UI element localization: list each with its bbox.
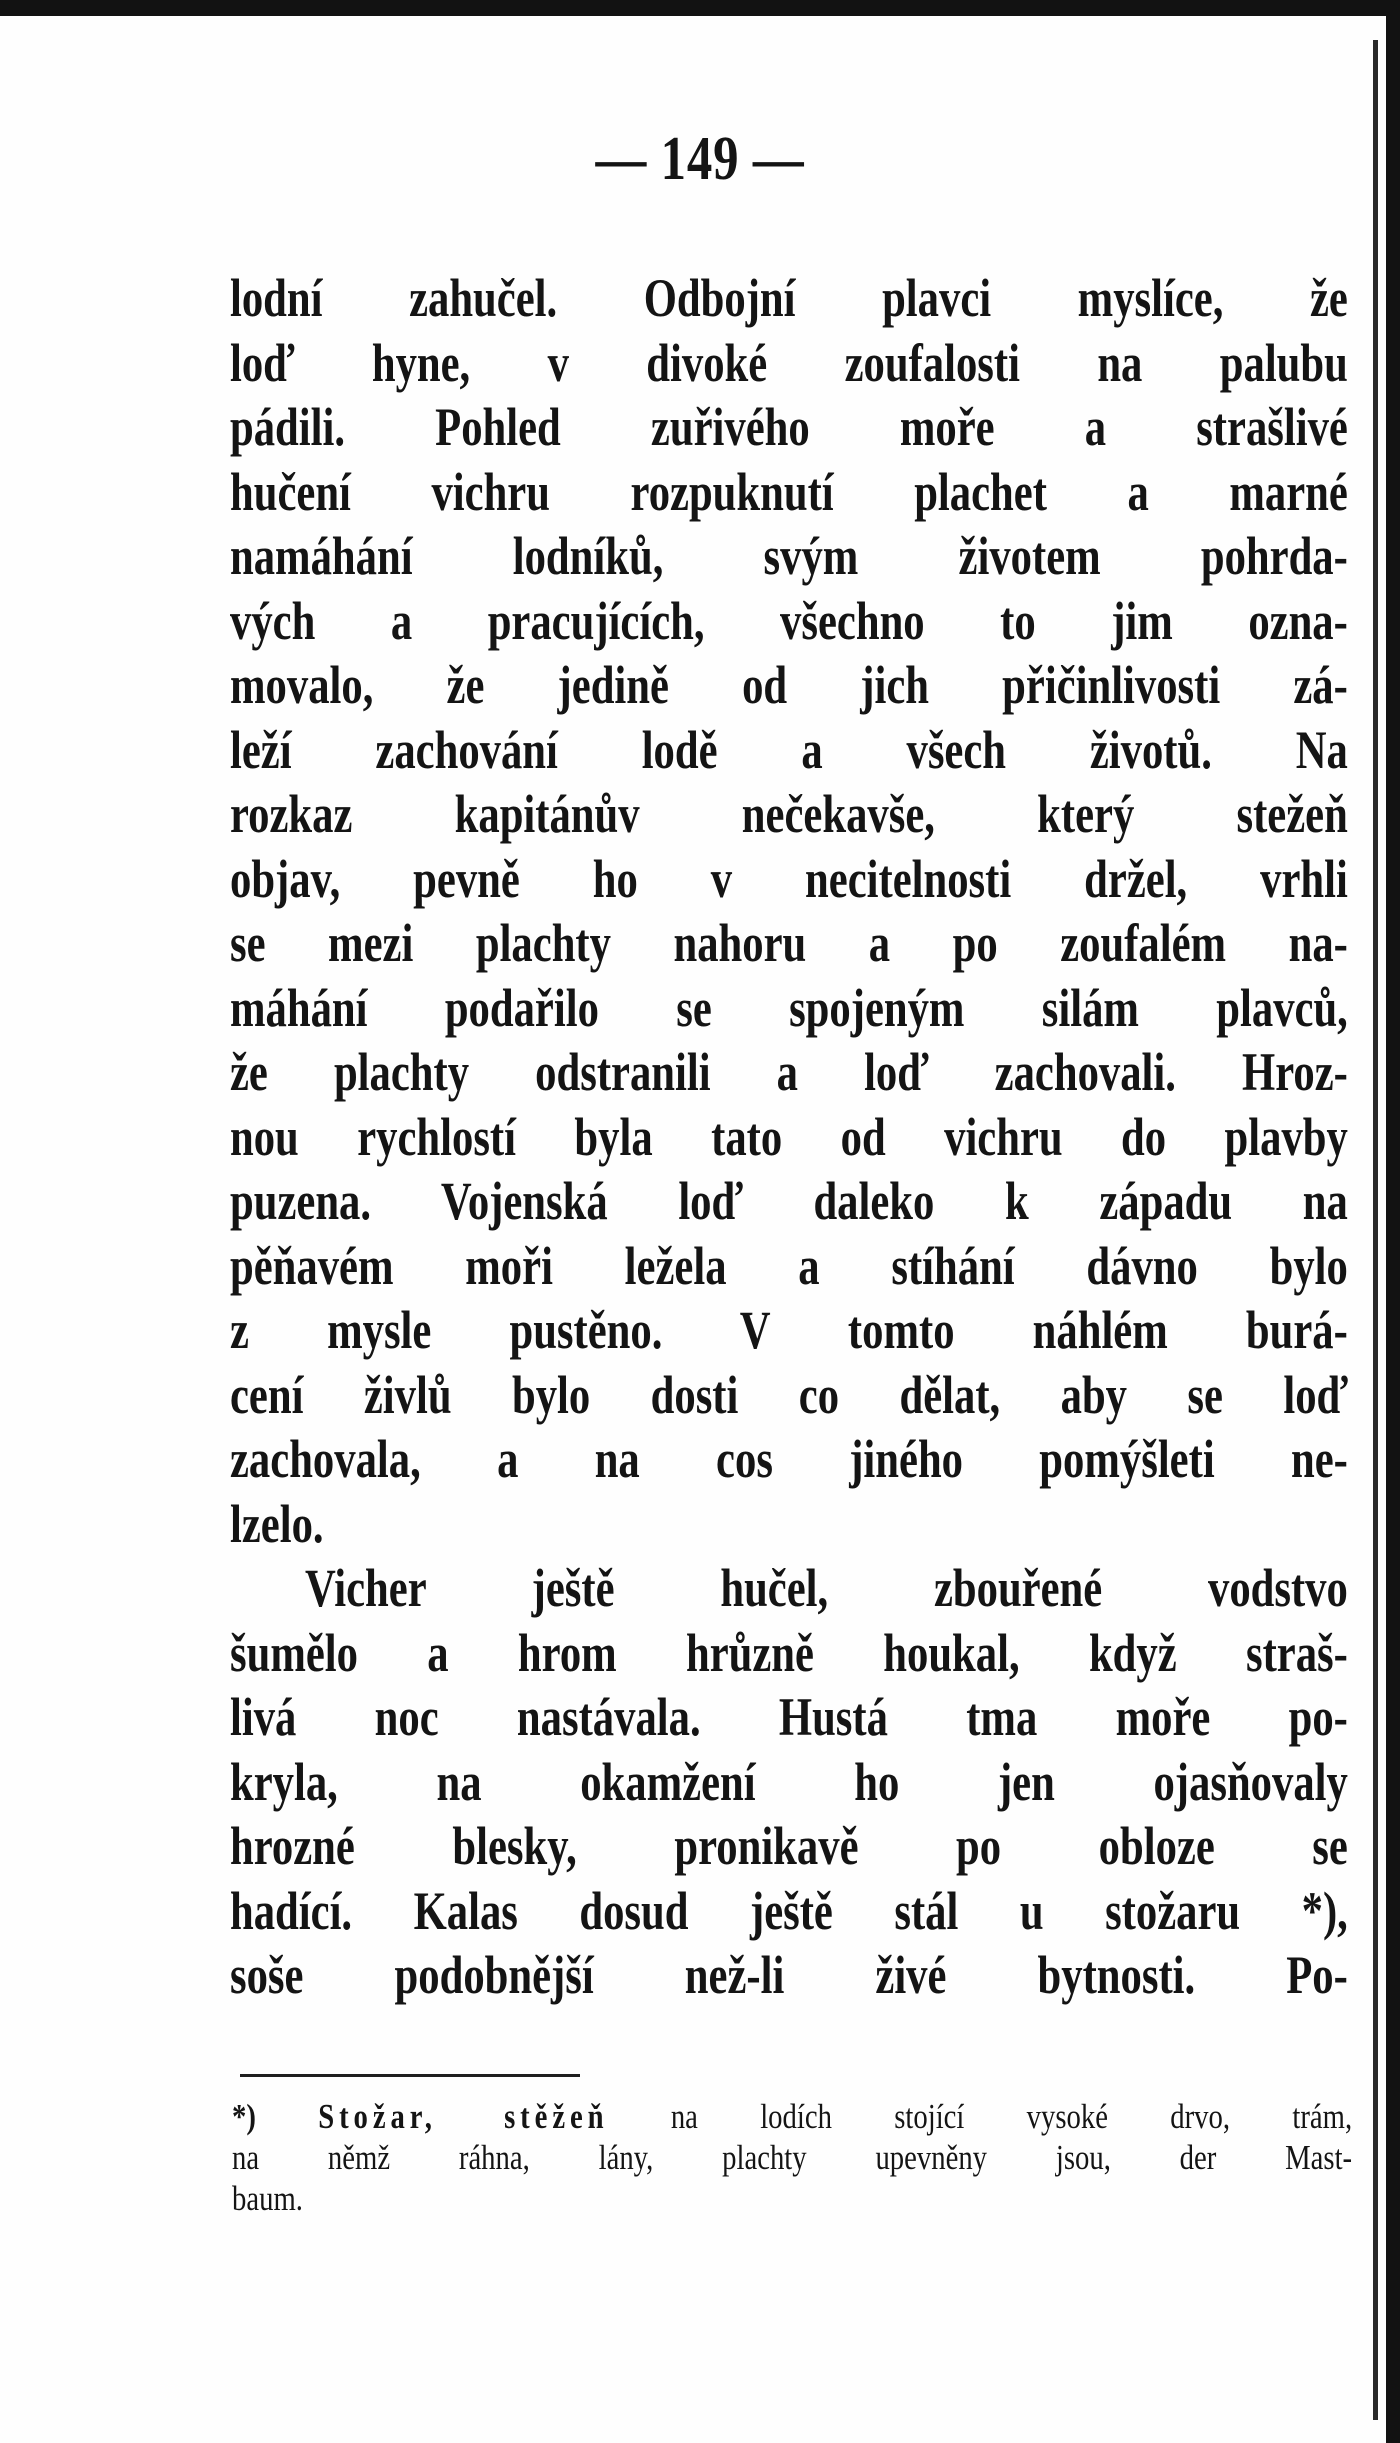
text-line: nou rychlostí byla tato od vichru do plavby (230, 1106, 1348, 1167)
text-line: objav, pevně ho v necitelnosti držel, vrhli (230, 848, 1348, 909)
text-line: rozkaz kapitánův nečekavše, který stežeň (230, 784, 1348, 844)
text-line: lzelo. (230, 1493, 324, 1554)
footnote (232, 2096, 1352, 2219)
footnote-term: Stožar, stěžeň (318, 2097, 609, 2136)
text-line: vých a pracujících, všechno to jim ozna- (230, 590, 1348, 651)
scan-edge-shadow (1373, 40, 1378, 2420)
text-line: hrozné blesky, pronikavě po obloze se (230, 1816, 1348, 1876)
body-text (230, 266, 1348, 2008)
text-line: lodní zahučel. Odbojní plavci myslíce, že (230, 268, 1348, 328)
scan-edge-right (1386, 0, 1400, 2443)
scan-edge-top (0, 0, 1400, 16)
text-line: hadící. Kalas dosud ještě stál u stožaru *), (230, 1880, 1348, 1941)
text-line: cení živlů bylo dosti co dělat, aby se loď (230, 1364, 1348, 1425)
text-line: zachovala, a na cos jiného pomýšleti ne- (230, 1429, 1348, 1489)
footnote-line (232, 2096, 1352, 2137)
text-line: leží zachování lodě a všech životů. Na (230, 719, 1348, 780)
text-line: namáhání lodníků, svým životem pohrda- (230, 526, 1348, 586)
paragraph-start-line: Vicher ještě hučel, zbouřené vodstvo (305, 1558, 1348, 1618)
text-line: se mezi plachty nahoru a po zoufalém na- (230, 913, 1348, 973)
text-line: movalo, že jedině od jich přičinlivosti zá- (230, 655, 1348, 715)
text-line: hučení vichru rozpuknutí plachet a marné (230, 461, 1348, 522)
text-line: soše podobnější než-li živé bytnosti. Po- (230, 1945, 1348, 2005)
text-line: šumělo a hrom hrůzně houkal, když straš- (230, 1622, 1348, 1683)
footnote-text: na lodích stojící vysoké drvo, trám, (670, 2097, 1353, 2136)
text-line: kryla, na okamžení ho jen ojasňovaly (230, 1751, 1348, 1812)
footnote-line: na němž ráhna, lány, plachty upevněny jsou, der Mast- (232, 2138, 1353, 2177)
text-line: z mysle pustěno. V tomto náhlém burá- (230, 1300, 1348, 1360)
text-line: pádili. Pohled zuřivého moře a strašlivé (230, 397, 1348, 457)
page-number: — 149 — (595, 125, 805, 193)
text-line: puzena. Vojenská loď daleko k západu na (230, 1171, 1348, 1231)
text-line: že plachty odstranili a loď zachovali. Hroz- (230, 1042, 1348, 1102)
text-line: loď hyne, v divoké zoufalosti na palubu (230, 332, 1348, 393)
footnote-divider (240, 2074, 580, 2077)
footnote-marker: *) (232, 2097, 256, 2136)
text-line: pěňavém moři ležela a stíhání dávno bylo (230, 1235, 1348, 1296)
footnote-line: baum. (232, 2179, 303, 2218)
text-line: máhání podařilo se spojeným silám plavců, (230, 977, 1348, 1038)
text-line: livá noc nastávala. Hustá tma moře po- (230, 1687, 1348, 1747)
